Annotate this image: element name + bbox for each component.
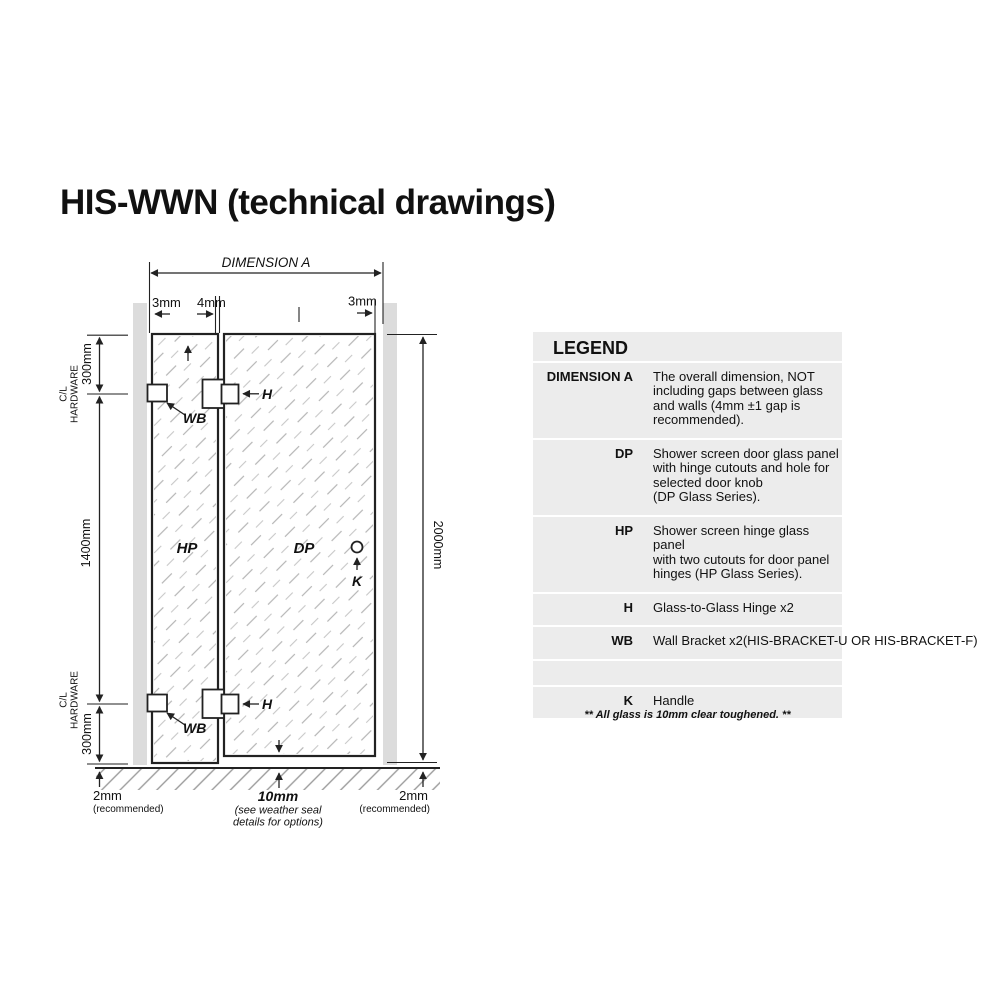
dim-300-bottom: 300mm — [80, 713, 94, 755]
gap-right-label: 3mm — [348, 293, 377, 309]
wall-bracket-top — [148, 385, 168, 402]
door-knob — [352, 542, 363, 553]
floor — [95, 768, 440, 790]
legend-term: DIMENSION A — [546, 368, 633, 384]
cl-hardware-top-2: HARDWARE — [69, 365, 81, 423]
wall-bracket-bottom — [148, 695, 168, 712]
legend-term: WB — [611, 633, 633, 648]
hinge-label-bottom: H — [262, 696, 273, 712]
legend-term: H — [623, 599, 633, 615]
legend-term: K — [623, 692, 633, 708]
dimension-a-label: DIMENSION A — [221, 255, 311, 270]
gap-mid-label: 4mm — [197, 295, 226, 310]
floor-gap-right: 2mm — [399, 788, 428, 803]
technical-drawing — [55, 240, 465, 840]
dim-1400: 1400mm — [79, 518, 93, 568]
floor-gap-left: 2mm — [93, 788, 122, 803]
legend-definition: Shower screen hinge glass panel with two cutouts for door panel hinges (HP Glass Series). — [653, 522, 830, 581]
cl-hardware-bottom-1: C/L — [58, 692, 70, 708]
handle-label: K — [351, 573, 363, 589]
floor-gap-mid: 10mm — [257, 788, 299, 804]
legend-row-h — [533, 594, 842, 628]
door-panel-label: DP — [293, 540, 315, 557]
legend-definition: The overall dimension, NOT including gaps between glass and walls (4mm ±1 gap is recommended). — [653, 368, 823, 427]
gap-left-label: 3mm — [152, 295, 181, 310]
legend-term: HP — [614, 522, 633, 538]
left-wall — [133, 303, 147, 765]
legend-term: DP — [614, 445, 633, 461]
floor-hatch — [96, 769, 440, 790]
legend-definition: Handle — [653, 692, 695, 708]
hinge-top-plate-small — [222, 385, 239, 404]
floor-gap-mid-note2: details for options) — [233, 816, 323, 829]
bracket-label-bottom: WB — [183, 720, 207, 736]
legend-row-dimension-a — [533, 363, 842, 440]
legend-panel — [533, 332, 978, 718]
bracket-label-top: WB — [183, 410, 207, 426]
legend-row-dp — [533, 440, 842, 517]
legend-definition: Glass-to-Glass Hinge x2 — [653, 599, 794, 615]
legend-definition: Wall Bracket x2(HIS-BRACKET-U OR HIS-BRACKET-F) — [653, 633, 978, 648]
dim-300-top: 300mm — [80, 343, 94, 385]
hinge-bottom-plate-small — [222, 695, 239, 714]
legend-heading: LEGEND — [533, 332, 842, 363]
cl-hardware-bottom-2: HARDWARE — [69, 671, 81, 729]
hinge-panel-label: HP — [176, 540, 198, 557]
legend-definition: Shower screen door glass panel with hinge cutouts and hole for selected door knob (DP Glass Series). — [653, 445, 839, 504]
hinge-label-top: H — [262, 386, 273, 402]
floor-gap-mid-note1: (see weather seal — [234, 804, 322, 817]
floor-gap-right-note: (recommended) — [359, 804, 430, 815]
cl-hardware-top-1: C/L — [58, 386, 70, 402]
page-title: HIS-WWN (technical drawings) — [60, 183, 556, 222]
legend-row-empty — [533, 661, 842, 687]
glass-footnote: ** All glass is 10mm clear toughened. ** — [584, 709, 791, 721]
right-wall — [383, 303, 397, 765]
legend-row-hp — [533, 517, 842, 594]
dim-2000: 2000mm — [431, 520, 445, 570]
floor-gap-left-note: (recommended) — [93, 804, 164, 815]
legend-row-wb — [533, 627, 978, 661]
